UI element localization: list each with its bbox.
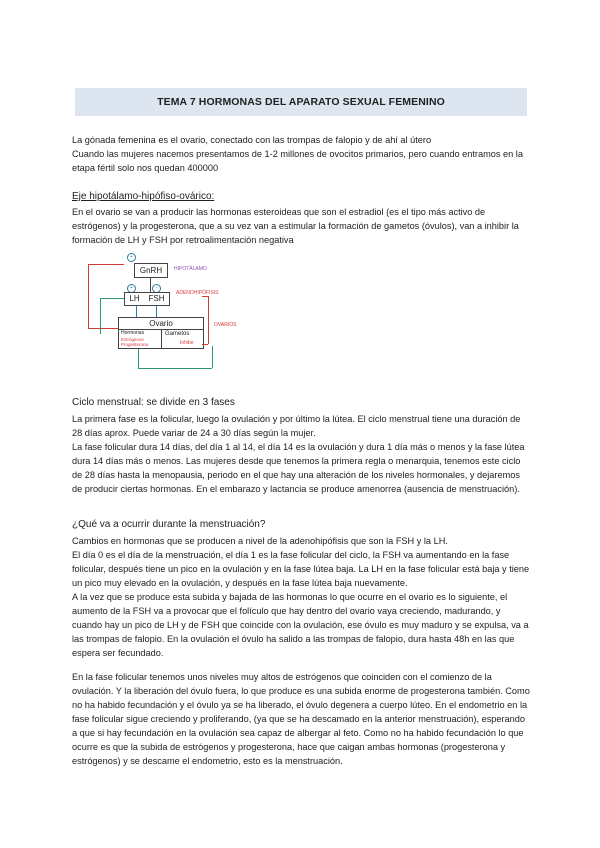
estrogenos-label: Estrógenos — [121, 337, 144, 342]
ciclo-heading: Ciclo menstrual: se divide en 3 fases — [72, 397, 235, 408]
bottom-line-left — [138, 346, 139, 368]
arrow-lh-ovario — [136, 305, 137, 317]
hormonas-label: Hormonas — [121, 330, 145, 336]
menstruacion-paragraph-2: El día 0 es el día de la menstruación, el día 1 es la fase folicular del ciclo, la FSH va aumentando en la fase folicular, después tiene un pico en la ovulación y en la fase lútea baja. La LH en la fase folicular está baja y tiene un pico muy elevado en la ovulación, y después en la fase lútea baja nuevamente. — [72, 550, 530, 588]
document-title: TEMA 7 HORMONAS DEL APARATO SEXUAL FEMENINO — [75, 88, 527, 116]
lh-fsh-box — [124, 292, 170, 306]
menstruacion-section — [72, 534, 532, 660]
hipotalamo-label: HIPOTÁLAMO — [174, 266, 207, 272]
ovarios-label: OVARIOS — [214, 322, 237, 328]
feedback-line-left — [88, 264, 89, 328]
minus-circle-mid: - — [152, 284, 161, 293]
inner-line-top — [100, 298, 124, 299]
ovario-label: Ovario — [149, 319, 173, 328]
hormone-axis-diagram — [88, 250, 258, 370]
menstruacion-paragraph-3: A la vez que se produce esta subida y bajada de las hormonas lo que ocurre en el ovario es lo siguiente, el aumento de la FSH va a provocar que el folículo que hay dentro del ovario vaya creciendo, madurando, y cuando hay un pico de LH y de FSH que coincide con la ovulación, ese óvulo es muy maduro y se expulsa, va a las trompas de falopio. En la ovulación el óvulo ha salido a las trompas de falopio, dura hasta 48h en las que espera ser fecundado. — [72, 592, 529, 658]
eje-text — [72, 205, 532, 247]
eje-heading: Eje hipotálamo-hipófiso-ovárico: — [72, 191, 215, 202]
bracket-vertical — [208, 296, 209, 344]
intro-section — [72, 133, 532, 175]
intro-line-1: La gónada femenina es el ovario, conectado con las trompas de falopio y de ahí al útero — [72, 135, 432, 145]
feedback-line-top — [88, 264, 124, 265]
ciclo-section — [72, 412, 532, 496]
arrow-fsh-ovario — [156, 305, 157, 317]
ciclo-paragraph-1: La primera fase es la folicular, luego la ovulación y por último la lútea. El ciclo menstrual tiene una duración de 28 días aprox. Puede variar de 24 a 30 días según la mujer. — [72, 414, 521, 438]
inhibe-label: Inhibe — [180, 340, 194, 346]
progesterona-label: Progesterona — [121, 342, 149, 347]
inner-line-left — [100, 298, 101, 334]
gnrh-box — [134, 263, 168, 278]
bottom-line-base — [138, 368, 212, 369]
final-paragraph: En la fase folicular tenemos unos niveles muy altos de estrógenos que coinciden con el comienzo de la ovulación. Y la liberación del óvulo fuera, lo que produce es una subida enorme de progesterona también. Como no ha habido fecundación y el óvulo ya se ha liberado, el óvulo degenera a cuerpo lúteo. En el endometrio en la fase folicular sigue creciendo y proliferando, (ya que se ha descamado en la anterior menstruación), esperando a que si hay fecundación en la ovulación sea capaz de albergar al feto. Como no ha habido fecundación lo que ocurre es que la subida de estrógenos y progesterona, hace que caigan ambas hormonas (progesterona y estrógenos) y se descame el endometrio, esto es la menstruación. — [72, 672, 530, 766]
eje-paragraph: En el ovario se van a producir las hormonas esteroideas que son el estradiol (es el tipo más activo de estrógenos) y la progesterona, que a su vez van a estimular la formación de gametos (óvulos), van a inhibir la formación de LH y FSH por retroalimentación negativa — [72, 207, 519, 245]
final-section — [72, 670, 532, 768]
menstruacion-heading: ¿Qué va a ocurrir durante la menstruación? — [72, 519, 266, 530]
bracket-bottom — [202, 344, 208, 345]
menstruacion-paragraph-1: Cambios en hormonas que se producen a nivel de la adenohipófisis que son la FSH y la LH. — [72, 536, 448, 546]
lh-label: LH — [129, 294, 140, 303]
fsh-label: FSH — [148, 294, 165, 303]
gnrh-label: GnRH — [139, 265, 163, 275]
plus-circle-top: + — [127, 253, 136, 262]
adenohipofisis-label: ADENOHIPÓFISIS — [176, 290, 219, 296]
ciclo-paragraph-2: La fase folicular dura 14 días, del día 1 al 14, el día 14 es la ovulación y dura 1 día más o menos y la fase lútea dura 14 días más o menos. Las mujeres desde que tenemos la primera regla o menarquia, tenemos este ciclo de 28 días hasta la menopausia, periodo en el que hay una alteración de los niveles hormonales, y dejaremos de producir ciertas hormonas. En el embarazo y lactancia se produce amenorrea (ausencia de menstruación). — [72, 442, 525, 494]
plus-circle-mid: + — [127, 284, 136, 293]
arrow-gnrh-lh — [150, 277, 151, 292]
intro-line-2: Cuando las mujeres nacemos presentamos de 1-2 millones de ovocitos primarios, pero cuando entramos en la etapa fértil solo nos quedan 400000 — [72, 149, 523, 173]
bottom-line-right — [212, 346, 213, 368]
gametos-label: Gametos — [165, 331, 190, 337]
feedback-line-bottom — [88, 328, 118, 329]
